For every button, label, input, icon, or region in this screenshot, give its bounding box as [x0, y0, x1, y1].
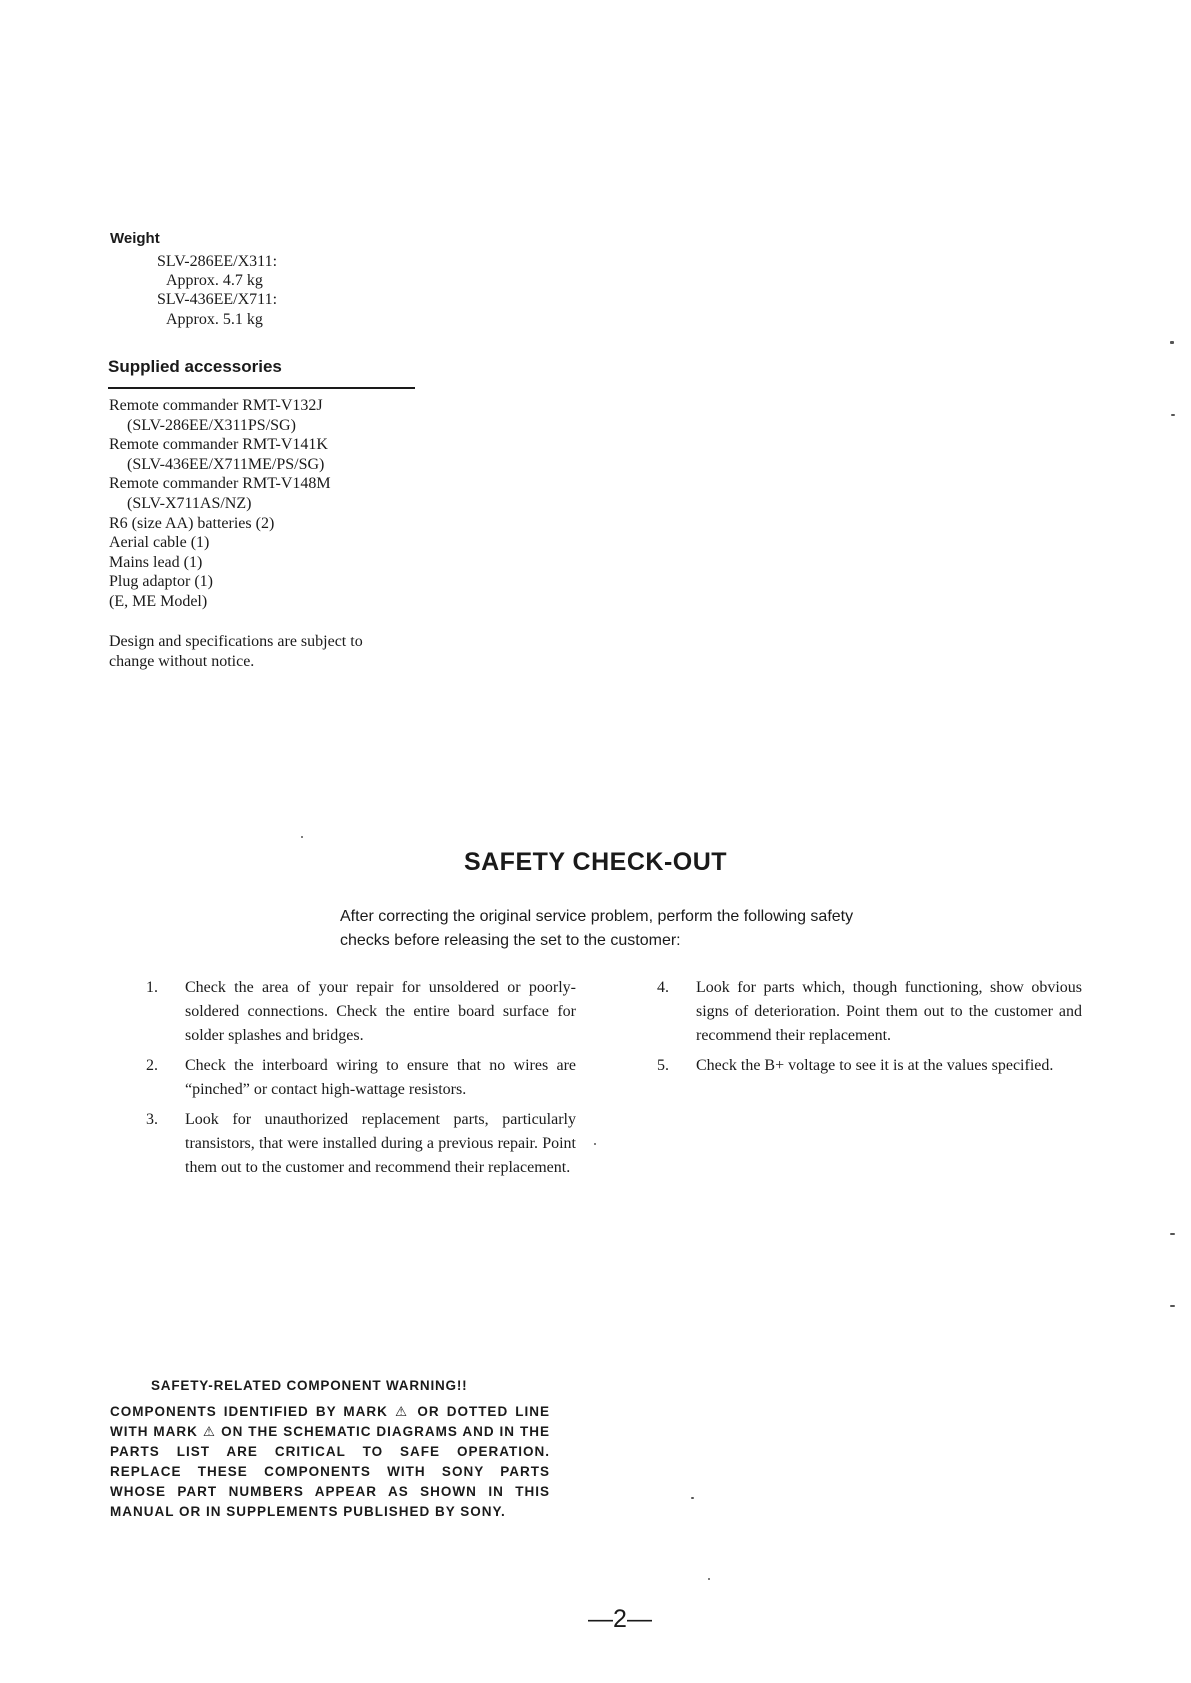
check-number: 2. — [146, 1057, 158, 1074]
check-number: 1. — [146, 979, 158, 996]
accessory-item: Aerial cable (1) — [109, 534, 210, 552]
checks-left-column — [146, 976, 576, 1186]
accessory-item: Mains lead (1) — [109, 553, 203, 571]
page-number: —2— — [588, 1605, 652, 1633]
check-text: Look for parts which, though functioning, show obvious signs of deterioration. Point them out to the customer and recommend their replacement. — [696, 979, 1082, 1044]
accessory-item: R6 (size AA) batteries (2) — [109, 514, 275, 532]
check-text: Check the B+ voltage to see it is at the values specified. — [696, 1057, 1054, 1074]
check-item — [146, 976, 576, 1048]
scan-speck — [1171, 414, 1175, 416]
safety-intro: After correcting the original service problem, perform the following safety checks before releasing the set to the customer: — [340, 908, 854, 949]
check-text: Look for unauthorized replacement parts, particularly transistors, that were installed during a previous repair. Point them out to the customer and recommend their replacement. — [185, 1111, 576, 1176]
scan-speck — [708, 1578, 710, 1580]
weight-value-1: Approx. 4.7 kg — [166, 272, 263, 289]
accessory-item: Plug adaptor (1) — [109, 573, 213, 591]
accessory-item: (SLV-436EE/X711ME/PS/SG) — [127, 455, 325, 473]
weight-heading: Weight — [110, 230, 160, 247]
accessory-item: (SLV-286EE/X311PS/SG) — [127, 416, 296, 434]
scan-speck — [691, 1497, 694, 1499]
check-text: Check the interboard wiring to ensure that no wires are “pinched” or contact high-wattage resistors. — [185, 1057, 576, 1098]
safety-title: SAFETY CHECK-OUT — [463, 848, 728, 876]
weight-model-2: SLV-436EE/X711: — [157, 291, 278, 308]
check-number: 4. — [657, 979, 669, 996]
accessory-item: (E, ME Model) — [109, 592, 208, 610]
accessory-item: Remote commander RMT-V141K — [109, 436, 328, 454]
check-number: 5. — [657, 1057, 669, 1074]
scan-speck — [594, 1143, 596, 1145]
scan-speck — [1170, 1233, 1175, 1235]
checks-right-column — [657, 976, 1082, 1084]
scan-speck — [1170, 1305, 1175, 1307]
scan-speck — [301, 836, 303, 838]
warning-body: COMPONENTS IDENTIFIED BY MARK ⚠ OR DOTTED LINE WITH MARK ⚠ ON THE SCHEMATIC DIAGRAMS AND IN THE PARTS LIST ARE CRITICAL TO SAFE OPERATION. REPLACE THESE COMPONENTS WITH SONY PARTS WHOSE PART NUMBERS APPEAR AS SHOWN IN THIS MANUAL OR IN SUPPLEMENTS PUBLISHED BY SONY. — [110, 1404, 550, 1519]
check-item — [657, 1054, 1082, 1078]
warning-heading: SAFETY-RELATED COMPONENT WARNING!! — [151, 1378, 468, 1393]
check-item — [146, 1054, 576, 1102]
weight-model-1: SLV-286EE/X311: — [157, 253, 278, 270]
accessory-item: Remote commander RMT-V148M — [109, 475, 331, 493]
design-note: Design and specifications are subject to change without notice. — [109, 633, 363, 670]
accessories-rule — [108, 387, 415, 389]
check-text: Check the area of your repair for unsoldered or poorly-soldered connections. Check the entire board surface for solder splashes and bridges. — [185, 979, 576, 1044]
check-item — [146, 1108, 576, 1180]
accessories-list — [109, 396, 331, 612]
scan-speck — [1170, 341, 1174, 344]
accessory-item: (SLV-X711AS/NZ) — [127, 494, 252, 512]
weight-value-2: Approx. 5.1 kg — [166, 311, 263, 328]
accessories-heading: Supplied accessories — [108, 357, 282, 376]
check-item — [657, 976, 1082, 1048]
check-number: 3. — [146, 1111, 158, 1128]
accessory-item: Remote commander RMT-V132J — [109, 397, 323, 414]
